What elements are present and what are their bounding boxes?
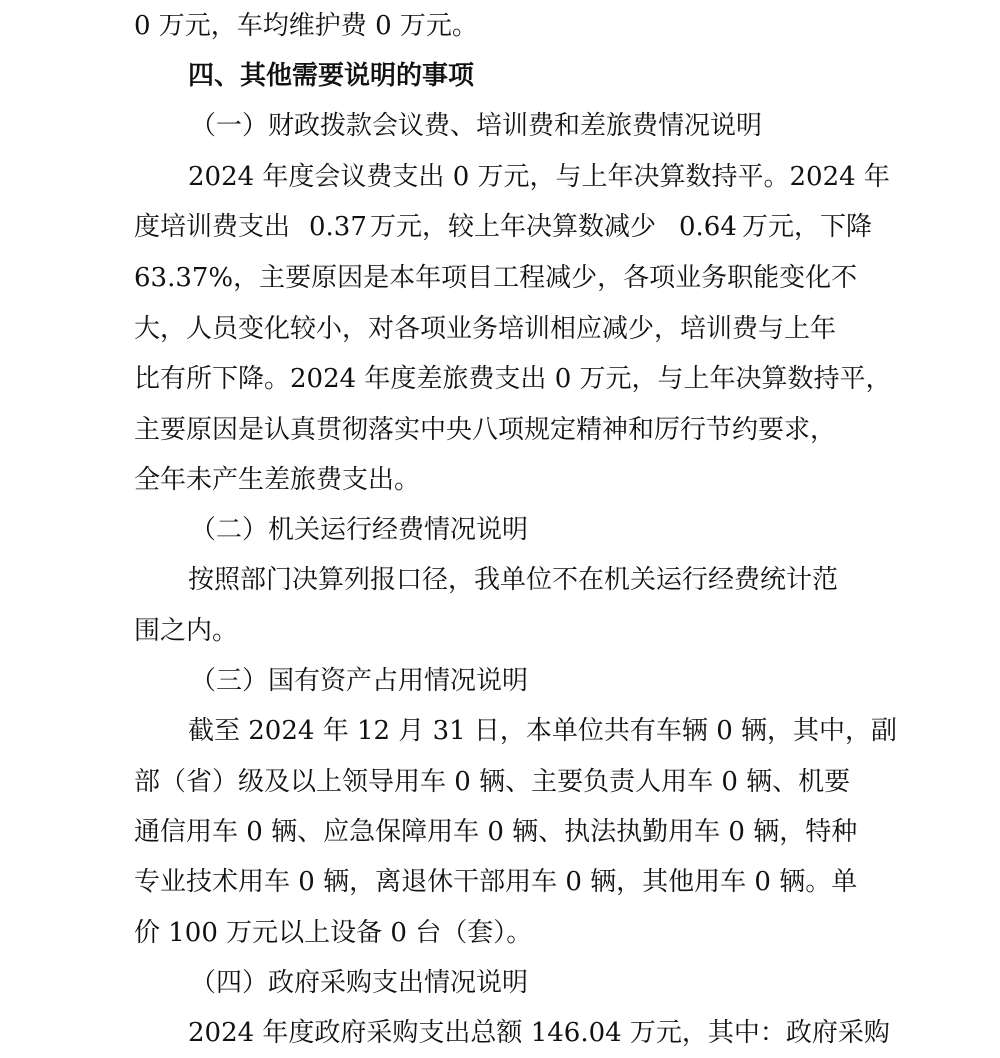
body-text: 63.37%，主要原因是本年项目工程减少，各项业务职能变化不 (134, 263, 858, 293)
body-text: 主要原因是认真贯彻落实中央八项规定精神和厉行节约要求， (134, 415, 837, 445)
paragraph-line (0, 757, 1000, 807)
body-text: 围之内。 (134, 616, 239, 646)
subsection-heading-text: （四）政府采购支出情况说明 (190, 968, 529, 998)
body-text: 0.37 (309, 212, 367, 242)
subsection-heading (0, 656, 1000, 706)
paragraph-line (0, 405, 1000, 455)
body-text: 大，人员变化较小，对各项业务培训相应减少，培训费与上年 (134, 314, 837, 344)
body-text: 度培训费支出 (134, 212, 291, 242)
paragraph-line (0, 908, 1000, 958)
subsection-heading (0, 505, 1000, 555)
section-heading (0, 51, 1000, 101)
body-text: 万元，较上年决算数减少 (370, 212, 657, 242)
body-text: 0 万元，车均维护费 0 万元。 (134, 11, 478, 41)
paragraph-line (0, 202, 1000, 252)
body-text: 比有所下降。2024 年度差旅费支出 0 万元，与上年决算数持平， (134, 364, 892, 394)
subsection-heading (0, 101, 1000, 151)
paragraph-line (0, 606, 1000, 656)
subsection-heading-text: （一）财政拨款会议费、培训费和差旅费情况说明 (190, 111, 763, 141)
body-text: 价 100 万元以上设备 0 台（套）。 (134, 918, 533, 948)
body-text: 通信用车 0 辆、应急保障用车 0 辆、执法执勤用车 0 辆，特种 (134, 817, 858, 847)
paragraph-line (0, 807, 1000, 857)
paragraph-line (0, 455, 1000, 505)
paragraph-line (0, 1, 1000, 51)
paragraph-line (0, 857, 1000, 907)
body-text: 按照部门决算列报口径，我单位不在机关运行经费统计范 (188, 565, 839, 595)
body-text: 2024 年度政府采购支出总额 146.04 万元，其中：政府采购 (188, 1018, 890, 1048)
paragraph-line (0, 253, 1000, 303)
body-text: 全年未产生差旅费支出。 (134, 465, 421, 495)
body-text: 截至 2024 年 12 月 31 日，本单位共有车辆 0 辆，其中，副 (188, 716, 897, 746)
paragraph-line (0, 1008, 1000, 1058)
section-heading-text: 四、其他需要说明的事项 (188, 61, 475, 91)
subsection-heading-text: （二）机关运行经费情况说明 (190, 515, 529, 545)
body-text: 2024 年度会议费支出 0 万元，与上年决算数持平。2024 年 (188, 162, 890, 192)
body-text: 万元，下降 (742, 212, 873, 242)
paragraph-line (0, 152, 1000, 202)
body-text: 部（省）级及以上领导用车 0 辆、主要负责人用车 0 辆、机要 (134, 767, 851, 797)
paragraph-line (0, 354, 1000, 404)
paragraph-line (0, 706, 1000, 756)
subsection-heading-text: （三）国有资产占用情况说明 (190, 666, 529, 696)
body-text: 0.64 (679, 212, 737, 242)
paragraph-line (0, 555, 1000, 605)
body-text: 专业技术用车 0 辆，离退休干部用车 0 辆，其他用车 0 辆。单 (134, 867, 858, 897)
subsection-heading (0, 958, 1000, 1008)
paragraph-line (0, 304, 1000, 354)
